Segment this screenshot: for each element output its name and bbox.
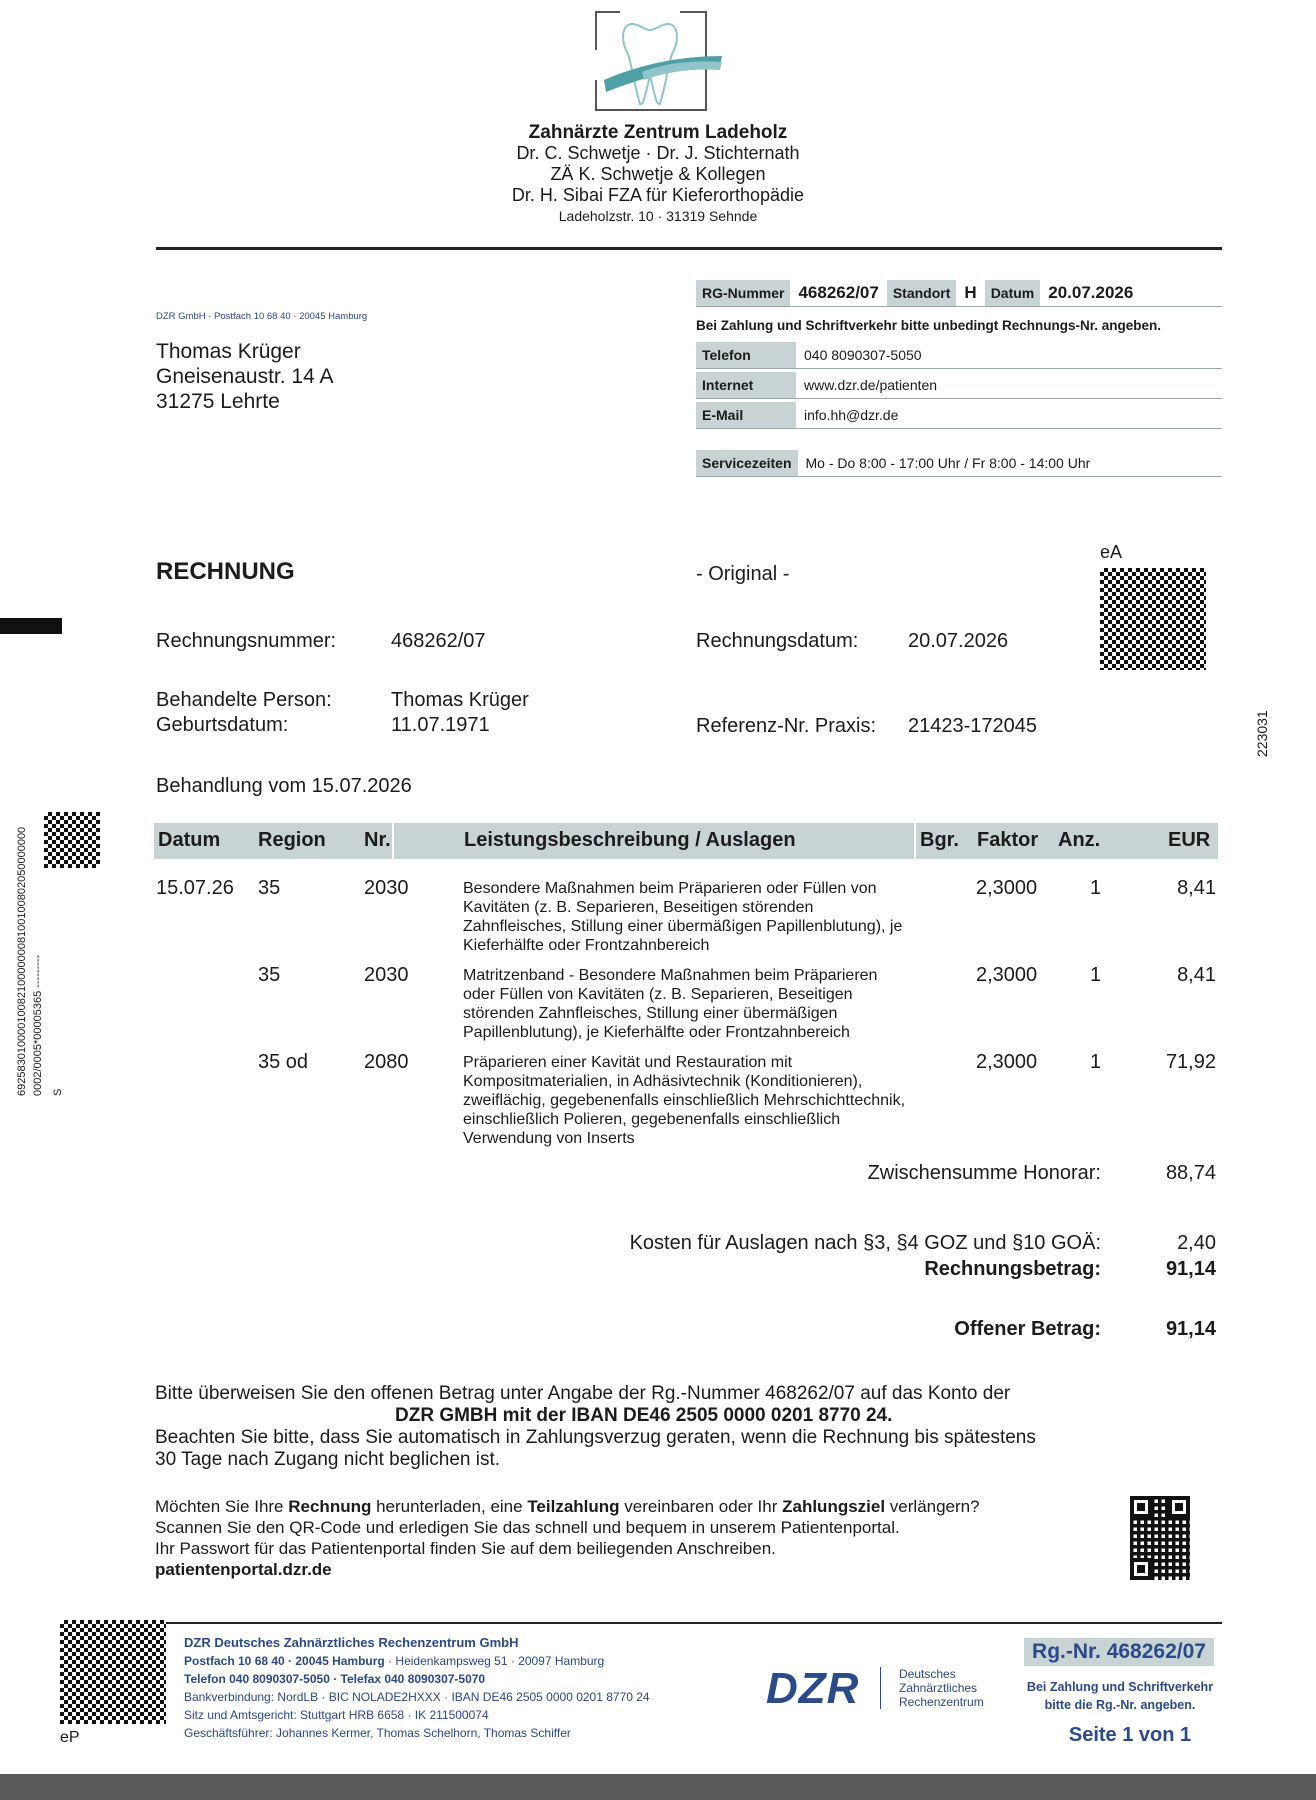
birthdate-label: Geburtsdatum: [156,714,289,736]
qr-finder [1130,1558,1152,1580]
rd-label: Rechnungsdatum: [696,630,859,652]
recipient-street: Gneisenaustr. 14 A [156,365,334,388]
subtotal-label: Zwischensumme Honorar: [867,1162,1101,1184]
telefon-value: 040 8090307-5050 [804,347,922,363]
footer-company: DZR Deutsches Zahnärztliches Rechenzentrum GmbH [184,1635,519,1650]
rn-value: 468262/07 [391,630,486,652]
qr-finder [1130,1496,1152,1518]
header-sep [914,823,916,859]
datum-label: Datum [985,280,1041,306]
row3-region: 35 od [258,1051,309,1073]
patient-value: Thomas Krüger [391,689,529,711]
footer-registry: Sitz und Amtsgericht: Stuttgart HRB 6658 · IK 211500074 [184,1708,489,1722]
data-matrix-code-top [1100,568,1206,670]
col-region: Region [258,829,326,851]
dzr-logo: DZR [766,1664,860,1713]
email-value[interactable]: info.hh@dzr.de [804,407,899,423]
portal-text-1: Möchten Sie Ihre [155,1497,289,1516]
payment-line-3: Beachten Sie bitte, dass Sie automatisch in Zahlungsverzug geraten, wenn die Rechnung bis spätestens [155,1427,1036,1448]
portal-text-4: verlängern? [885,1497,980,1516]
service-label: Servicezeiten [696,450,798,476]
portal-line-3: Ihr Passwort für das Patientenportal finden Sie auf dem beiliegenden Anschreiben. [155,1539,776,1558]
internet-value[interactable]: www.dzr.de/patienten [804,377,938,393]
ep-marker: eP [60,1729,80,1746]
portal-text-2: herunterladen, eine [371,1497,528,1516]
header-divider [156,247,1222,250]
internet-label: Internet [696,372,796,398]
footer-divider [156,1622,1222,1624]
col-faktor: Faktor [977,829,1039,851]
row1-nr: 2030 [364,877,409,899]
page-indicator: Seite 1 von 1 [1068,1724,1192,1746]
reference-label: Referenz-Nr. Praxis: [696,715,877,737]
footer-company-info [184,1634,650,1742]
patient-label: Behandelte Person: [156,689,332,711]
info-row-email [696,402,1222,429]
rn-label: Rechnungsnummer: [156,630,337,652]
row2-faktor: 2,3000 [976,964,1038,986]
row2-region: 35 [258,964,281,986]
footer-phone: Telefon 040 8090307-5050 · Telefax 040 8090307-5070 [184,1672,486,1686]
original-marker: - Original - [696,563,790,585]
col-bgr: Bgr. [920,829,959,851]
footer-rg-note [1010,1678,1230,1714]
footer-bank: Bankverbindung: NordLB · BIC NOLADE2HXXX · IBAN DE46 2505 0000 0201 8770 24 [184,1690,650,1704]
portal-text-3: vereinbaren oder Ihr [619,1497,783,1516]
portal-line-1 [155,1496,1125,1517]
row2-eur: 8,41 [1177,964,1216,986]
expenses-value: 2,40 [1177,1232,1216,1254]
reference-value: 21423-172045 [908,715,1038,737]
row3-faktor: 2,3000 [976,1051,1038,1073]
dzr-logo-subtitle [880,1667,984,1709]
footer-postfach: Postfach 10 68 40 · 20045 Hamburg [184,1654,385,1668]
footer-rg-number: Rg.-Nr. 468262/07 [1024,1638,1214,1666]
qr-finder [1168,1496,1190,1518]
left-code-2: 0002/0005*00005365 --------- [32,954,44,1096]
left-code-3: S [52,1088,64,1096]
recipient-name: Thomas Krüger [156,340,301,363]
info-row-rg [696,280,1222,307]
info-note: Bei Zahlung und Schriftverkehr bitte unbedingt Rechnungs-Nr. angeben. [696,318,1162,333]
sender-line: DZR GmbH · Postfach 10 68 40 · 20045 Hamburg [156,311,368,322]
recipient-address [156,339,333,414]
portal-line-2: Scannen Sie den QR-Code und erledigen Sie das schnell und bequem in unserem Patientenportal. [155,1518,900,1537]
practice-line-1: Dr. C. Schwetje · Dr. J. Stichternath [516,143,800,163]
payment-line-4: 30 Tage nach Zugang nicht beglichen ist. [155,1449,501,1470]
info-row-service [696,450,1222,477]
info-row-telefon [696,342,1222,369]
open-amount-value: 91,14 [1165,1318,1216,1340]
scan-mark [0,618,62,634]
invoice-total-value: 91,14 [1165,1258,1216,1280]
telefon-label: Telefon [696,342,796,368]
footer-rg-note-2: bitte die Rg.-Nr. angeben. [1044,1698,1196,1712]
footer-street: · Heidenkampsweg 51 · 20097 Hamburg [384,1654,605,1668]
dzr-sub-2: Zahnärztliches [899,1681,978,1695]
practice-logo-icon [592,10,732,115]
data-matrix-code-bottom [60,1620,166,1724]
payment-line-1: Bitte überweisen Sie den offenen Betrag unter Angabe der Rg.-Nummer 468262/07 auf das Konto der [155,1383,1011,1404]
footer-management: Geschäftsführer: Johannes Kermer, Thomas Schelhorn, Thomas Schiffer [184,1726,571,1740]
practice-header [380,122,936,227]
payment-line-2: DZR GMBH mit der IBAN DE46 2505 0000 0201 8770 24. [395,1405,893,1426]
row3-nr: 2080 [364,1051,409,1073]
standort-label: Standort [887,280,957,306]
col-eur: EUR [1168,829,1211,851]
row2-anz: 1 [1090,964,1102,986]
practice-name: Zahnärzte Zentrum Ladeholz [528,122,788,143]
row3-eur: 71,92 [1165,1051,1216,1073]
document-title: RECHNUNG [156,558,295,585]
ea-marker: eA [1100,542,1123,562]
expenses-label: Kosten für Auslagen nach §3, §4 GOZ und §10 GOÄ: [629,1232,1101,1254]
row2-nr: 2030 [364,964,409,986]
portal-bold-3: Zahlungsziel [782,1497,886,1516]
portal-qr-code[interactable] [1130,1496,1190,1580]
datum-value: 20.07.2026 [1048,283,1134,302]
row2-description: Matritzenband - Besondere Maßnahmen beim Präparieren oder Füllen von Kavitäten (z. B. Separieren, Beseitigen störenden Zahnfleisches, Stillung einer übermäßigen Papillenblutung), je Kieferhälfte oder Frontzahnbereich [463,967,878,1041]
data-matrix-code-left [44,812,100,868]
info-row-internet [696,372,1222,399]
row1-faktor: 2,3000 [976,877,1038,899]
invoice-total-label: Rechnungsbetrag: [924,1258,1101,1280]
rg-label: RG-Nummer [696,280,790,306]
payment-instructions [155,1383,1195,1471]
practice-address: Ladeholzstr. 10 · 31319 Sehnde [558,208,758,224]
row1-description: Besondere Maßnahmen beim Präparieren oder Füllen von Kavitäten (z. B. Separieren, Beseitigen störenden Zahnfleisches, Stillung einer übermäßigen Papillenblutung), je Kieferhälfte oder Frontzahnbereich [463,880,903,954]
row3-anz: 1 [1090,1051,1102,1073]
practice-line-2: ZÄ K. Schwetje & Kollegen [550,164,766,184]
practice-line-3: Dr. H. Sibai FZA für Kieferorthopädie [511,185,805,205]
subtotal-value: 88,74 [1165,1162,1216,1184]
col-datum: Datum [158,829,221,851]
email-label: E-Mail [696,402,796,428]
rd-value: 20.07.2026 [908,630,1009,652]
col-anz: Anz. [1058,829,1101,851]
portal-info [155,1496,1125,1580]
standort-value: H [964,283,977,302]
birthdate-value: 11.07.1971 [391,714,490,736]
portal-bold-2: Teilzahlung [527,1497,620,1516]
col-nr: Nr. [364,829,391,851]
row1-eur: 8,41 [1177,877,1216,899]
service-value: Mo - Do 8:00 - 17:00 Uhr / Fr 8:00 - 14:00 Uhr [805,455,1091,471]
open-amount-label: Offener Betrag: [954,1318,1101,1340]
row1-datum: 15.07.26 [156,877,234,899]
col-description: Leistungsbeschreibung / Auslagen [464,829,796,851]
row1-region: 35 [258,877,281,899]
portal-link[interactable]: patientenportal.dzr.de [155,1560,332,1579]
scan-edge [0,1774,1316,1800]
header-sep [392,823,394,859]
row1-anz: 1 [1090,877,1102,899]
side-number: 223031 [1254,710,1270,757]
rg-value: 468262/07 [798,283,879,302]
left-code-1: 69258301000010082100000008100100802050000000 [16,826,28,1096]
portal-bold-1: Rechnung [288,1497,372,1516]
dzr-sub-1: Deutsches [899,1667,956,1681]
treatment-date: Behandlung vom 15.07.2026 [156,775,412,797]
row3-description: Präparieren einer Kavität und Restauration mit Kompositmaterialien, in Adhäsivtechnik (Konditionieren), zweiflächig, gegebenenfalls einschließlich Mehrschichttechnik, einschließlich Polieren, gegebenenfalls einschließlich Verwendung von Inserts [463,1054,906,1147]
footer-rg-note-1: Bei Zahlung und Schriftverkehr [1026,1680,1214,1694]
dzr-sub-3: Rechenzentrum [899,1695,984,1709]
recipient-city: 31275 Lehrte [156,390,280,413]
